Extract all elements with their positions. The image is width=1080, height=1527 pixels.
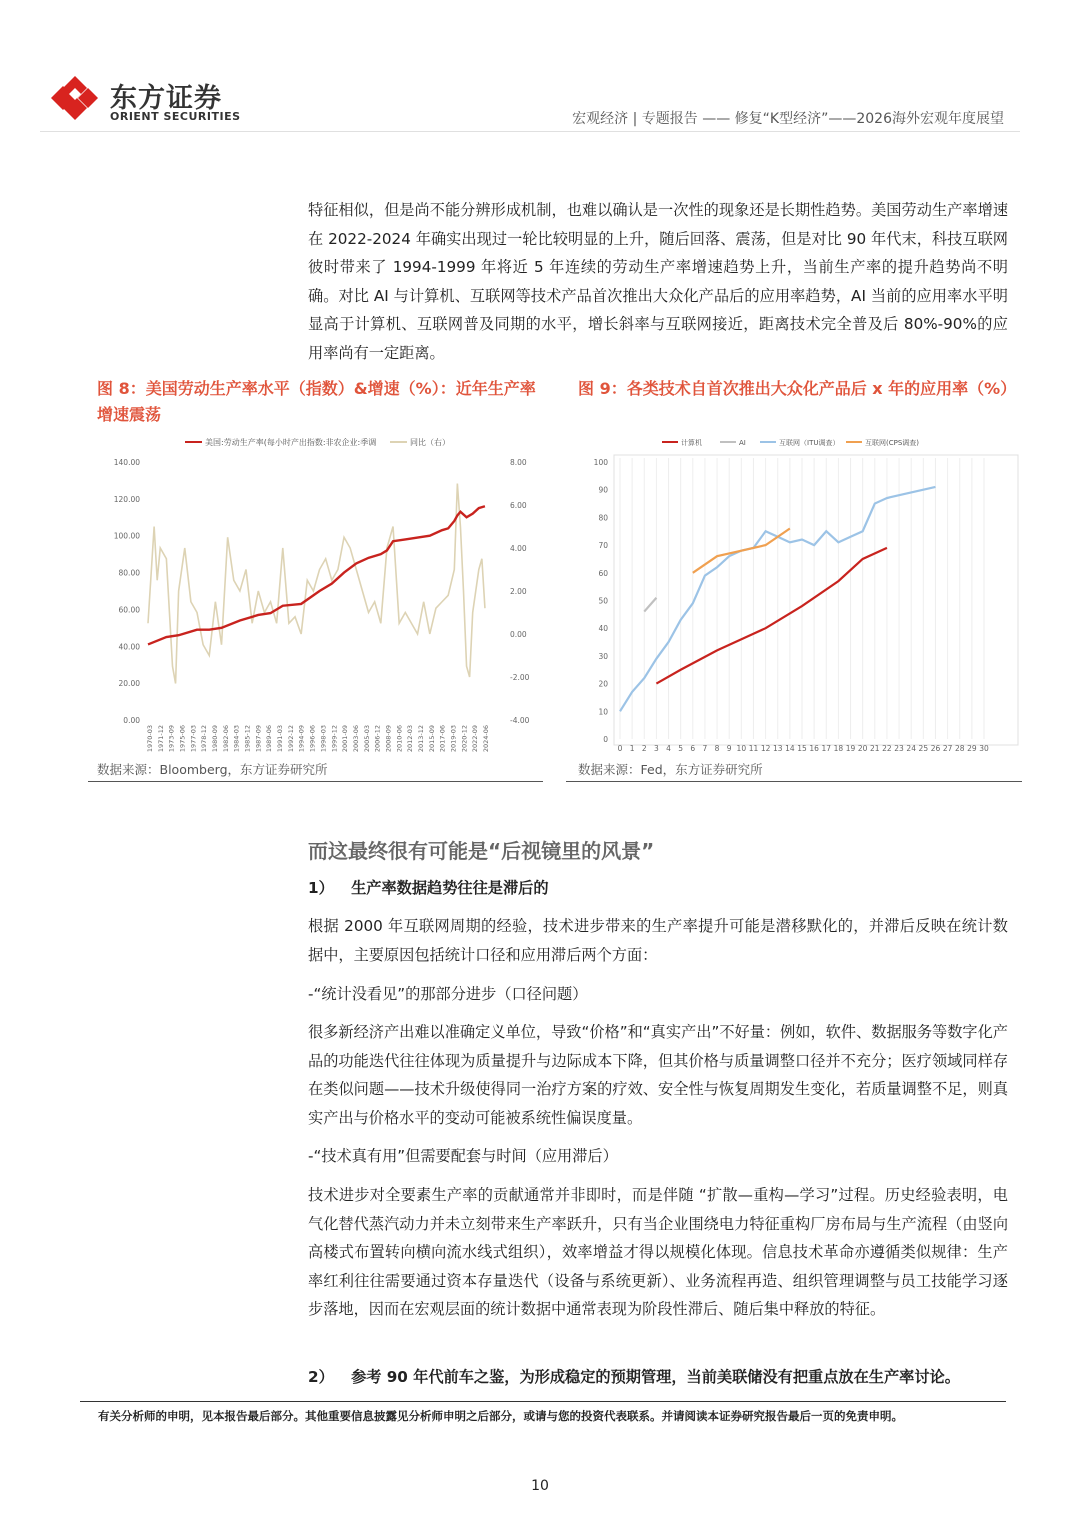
series-line-0	[656, 548, 887, 684]
x-tick-label: 2019-03	[449, 725, 458, 753]
x-tick-label: 2003-06	[351, 725, 360, 753]
y-tick-label: 40	[598, 624, 608, 634]
x-tick-label: 19	[845, 744, 856, 753]
x-tick-label: 2	[641, 744, 647, 753]
x-tick-label: 1985-12	[243, 725, 252, 753]
y-tick-label: 20	[598, 679, 608, 689]
x-tick-label: 17	[821, 744, 832, 753]
x-tick-label: 18	[833, 744, 844, 753]
point1-heading	[308, 877, 549, 898]
x-tick-label: 1992-12	[286, 725, 295, 753]
x-tick-label: 30	[979, 744, 989, 753]
figure8-source: 数据来源：Bloomberg，东方证券研究所	[97, 762, 328, 777]
y-right-tick-label: 0.00	[510, 630, 527, 639]
x-tick-label: 23	[894, 744, 904, 753]
legend-label-2: 互联网（ITU调查）	[779, 439, 840, 447]
point2-heading	[308, 1366, 960, 1387]
subheading-2: -“技术真有用”但需要配套与时间（应用滞后）	[308, 1147, 618, 1165]
company-logo	[50, 72, 241, 124]
series-line-yoy	[148, 484, 485, 684]
x-tick-label: 4	[666, 744, 671, 753]
figure9-title: 图 9：各类技术自首次推出大众化产品后 x 年的应用率（%）	[578, 379, 1017, 398]
logo-cn: 东方证券	[110, 83, 222, 114]
x-tick-label: 2010-06	[395, 725, 404, 753]
y-left-tick-label: 60.00	[118, 605, 140, 615]
disclaimer: 有关分析师的申明，见本报告最后部分。其他重要信息披露见分析师申明之后部分，或请与您的投资代表联系。并请阅读本证券研究报告最后一页的免责申明。	[98, 1409, 903, 1423]
paragraph-2: 根据 2000 年互联网周期的经验，技术进步带来的生产率提升可能是潜移默化的，并滞后反映在统计数据中，主要原因包括统计口径和应用滞后两个方面：	[308, 917, 1008, 964]
x-tick-label: 10	[736, 744, 747, 753]
x-tick-label: 2017-06	[438, 725, 447, 753]
x-tick-label: 1987-09	[254, 725, 263, 753]
x-tick-label: 1984-03	[232, 725, 241, 753]
x-tick-label: 1982-06	[221, 725, 230, 753]
x-tick-label: 2006-12	[373, 725, 382, 753]
x-tick-label: 1999-12	[330, 725, 339, 753]
x-tick-label: 2008-09	[384, 725, 393, 753]
x-tick-label: 2005-03	[362, 725, 371, 753]
figure9-plot-frame	[614, 455, 1018, 745]
x-tick-label: 2022-09	[471, 725, 480, 753]
x-tick-label: 5	[678, 744, 684, 753]
point2-text: 参考 90 年代前车之鉴，为形成稳定的预期管理，当前美联储没有把重点放在生产率讨论。	[351, 1368, 960, 1386]
x-tick-label: 1989-06	[265, 725, 274, 753]
x-tick-label: 16	[809, 744, 819, 753]
legend-label-yoy: 同比（右）	[410, 438, 450, 447]
x-tick-label: 8	[714, 744, 720, 753]
legend-label-0: 计算机	[681, 439, 702, 447]
y-tick-label: 50	[598, 596, 608, 606]
y-tick-label: 100	[593, 458, 608, 467]
x-tick-label: 12	[760, 744, 771, 753]
x-tick-label: 1973-09	[167, 725, 176, 753]
y-tick-label: 80	[598, 513, 608, 523]
y-tick-label: 10	[598, 707, 608, 717]
x-tick-label: 0	[617, 744, 623, 753]
figure8-bottom-rule	[88, 781, 543, 782]
y-left-tick-label: 20.00	[118, 679, 140, 689]
y-right-tick-label: 4.00	[510, 544, 527, 553]
logo-en: ORIENT SECURITIES	[110, 110, 241, 123]
footer-rule	[80, 1401, 1006, 1402]
x-tick-label: 3	[654, 744, 659, 753]
y-right-tick-label: 8.00	[510, 458, 527, 467]
y-left-tick-label: 120.00	[113, 494, 140, 504]
report-title: 宏观经济 | 专题报告 —— 修复“K型经济”——2026海外宏观年度展望	[572, 111, 1004, 127]
figure9-source: 数据来源：Fed，东方证券研究所	[578, 762, 763, 777]
header-rule	[40, 131, 1020, 132]
section-title: 而这最终很有可能是“后视镜里的风景”	[308, 839, 655, 863]
y-tick-label: 90	[598, 485, 608, 495]
x-tick-label: 1970-03	[146, 725, 154, 753]
y-tick-label: 0	[603, 735, 608, 744]
y-right-tick-label: 2.00	[510, 587, 527, 596]
x-tick-label: 22	[882, 744, 892, 753]
x-tick-label: 1991-03	[276, 725, 285, 753]
legend-label-productivity: 美国:劳动生产率(每小时产出指数:非农企业:季调	[205, 438, 377, 447]
y-right-tick-label: -4.00	[510, 716, 530, 725]
y-left-tick-label: 100.00	[113, 531, 140, 541]
x-tick-label: 2001-09	[341, 725, 350, 753]
x-tick-label: 1	[629, 744, 635, 753]
intro-paragraph: 特征相似，但是尚不能分辨形成机制，也难以确认是一次性的现象还是长期性趋势。美国劳动生产率增速在 2022-2024 年确实出现过一轮比较明显的上升，随后回落、震荡，但是对比 90 年代末，科技互联网彼时带来了 1994-1999 年将近 5 年连续的劳动生产率增速趋势上升，当前生产率的提升趋势尚不明确。对比 AI 与计算机、互联网等技术产品首次推出大众化产品后的应用率趋势，AI 当前的应用率水平明显高于计算机、互联网普及同期的水平，增长斜率与互联网接近，距离技术完全普及后 80%-90%的应用率尚有一定距离。	[308, 201, 1008, 362]
x-tick-label: 1996-06	[308, 725, 317, 753]
figure8-title: 图 8：美国劳动生产率水平（指数）&增速（%）：近年生产率增速震荡	[97, 379, 536, 424]
x-tick-label: 11	[748, 744, 759, 753]
figure9-bottom-rule	[566, 781, 1022, 782]
x-tick-label: 1994-09	[297, 725, 306, 753]
point2-number: 2）	[308, 1368, 334, 1386]
x-tick-label: 1975-06	[178, 725, 187, 753]
y-tick-label: 70	[598, 541, 608, 551]
y-tick-label: 30	[598, 651, 608, 661]
x-tick-label: 20	[857, 744, 868, 753]
x-tick-label: 28	[954, 744, 965, 753]
page-number: 10	[531, 1478, 549, 1494]
point1-number: 1）	[308, 879, 334, 897]
x-tick-label: 2015-09	[427, 725, 436, 753]
x-tick-label: 2012-03	[406, 725, 415, 753]
figure9-chart	[570, 430, 1020, 760]
paragraph-3: 很多新经济产出难以准确定义单位，导致“价格”和“真实产出”不好量：例如，软件、数据服务等数字化产品的功能迭代往往体现为质量提升与边际成本下降，但其价格与质量调整口径并不充分；医疗领域同样存在类似问题——技术升级使得同一治疗方案的疗效、安全性与恢复周期发生变化，若质量调整不足，则真实产出与价格水平的变动可能被系统性偏误度量。	[308, 1023, 1008, 1127]
x-tick-label: 26	[930, 744, 941, 753]
x-tick-label: 2013-12	[416, 725, 425, 753]
y-tick-label: 60	[598, 568, 608, 578]
y-right-tick-label: -2.00	[510, 673, 530, 682]
paragraph-4: 技术进步对全要素生产率的贡献通常并非即时，而是伴随 “扩散—重构—学习”过程。历史经验表明，电气化替代蒸汽动力并未立刻带来生产率跃升，只有当企业围绕电力特征重构厂房布局与生产流程（由竖向高楼式布置转向横向流水线式组织），效率增益才得以规模化体现。信息技术革命亦遵循类似规律：生产率红利往往需要通过资本存量迭代（设备与系统更新）、业务流程再造、组织管理调整与员工技能学习逐步落地，因而在宏观层面的统计数据中通常表现为阶段性滞后、随后集中释放的特征。	[308, 1186, 1008, 1318]
x-tick-label: 2024-06	[482, 725, 490, 753]
x-tick-label: 15	[797, 744, 807, 753]
point1-text: 生产率数据趋势往往是滞后的	[351, 879, 549, 897]
y-left-tick-label: 80.00	[118, 568, 140, 578]
legend-label-1: AI	[739, 439, 746, 447]
x-tick-label: 1971-12	[156, 725, 165, 753]
logo-mark-icon	[50, 75, 100, 121]
x-tick-label: 27	[942, 744, 953, 753]
y-left-tick-label: 40.00	[118, 642, 140, 652]
subheading-1: -“统计没看见”的那部分进步（口径问题）	[308, 985, 588, 1003]
x-tick-label: 29	[967, 744, 977, 753]
x-tick-label: 1978-12	[200, 725, 209, 753]
x-tick-label: 7	[702, 744, 708, 753]
x-tick-label: 25	[918, 744, 929, 753]
x-tick-label: 2020-12	[460, 725, 469, 753]
x-tick-label: 24	[906, 744, 916, 753]
x-tick-label: 9	[726, 744, 732, 753]
x-tick-label: 13	[772, 744, 783, 753]
y-right-tick-label: 6.00	[510, 501, 527, 510]
series-line-1	[644, 598, 656, 612]
x-tick-label: 1998-03	[319, 725, 328, 753]
x-tick-label: 1977-03	[189, 725, 198, 753]
legend-label-3: 互联网(CPS调查)	[865, 439, 920, 447]
x-tick-label: 21	[870, 744, 880, 753]
y-left-tick-label: 0.00	[123, 716, 140, 725]
x-tick-label: 1980-09	[211, 725, 220, 753]
y-left-tick-label: 140.00	[113, 458, 140, 467]
x-tick-label: 14	[785, 744, 795, 753]
figure8-chart	[90, 430, 545, 760]
x-tick-label: 6	[690, 744, 696, 753]
